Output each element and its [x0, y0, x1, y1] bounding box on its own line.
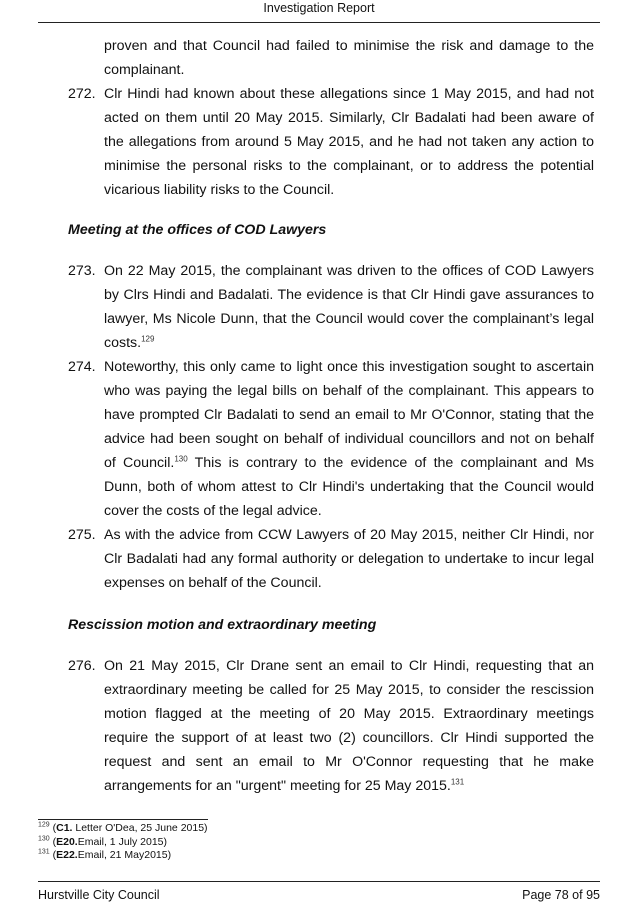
footnote-text: Email, 21 May2015): [77, 849, 172, 861]
paragraph-276: [68, 654, 594, 798]
footnote-number: 129: [38, 821, 50, 829]
paragraph-text: Noteworthy, this only came to light once this investigation sought to ascertain who was paying the legal bills on behalf of the complainant. This appears to have prompted Clr Badalati to send an email to Mr O'Connor, stating that the advice had been sought on behalf of individual councillors and not on behalf of Council.: [104, 359, 594, 471]
page-number: Page 78 of 95: [522, 888, 600, 902]
footnotes: [38, 822, 438, 863]
header-title: Investigation Report: [263, 1, 375, 15]
paragraph-number: 276.: [68, 658, 96, 674]
body-block-3: [68, 654, 594, 798]
paragraph-text: As with the advice from CCW Lawyers of 20 May 2015, neither Clr Hindi, nor Clr Badalati had any formal authority or delegation to undertake to incur legal expenses on behalf of the Council.: [104, 527, 594, 591]
footnote-item: $^{131}$ (E22.Email, 21 May2015): [38, 848, 172, 861]
paragraph-number: 272.: [68, 86, 96, 102]
paragraph-275: [68, 523, 594, 595]
paragraph-274: [68, 355, 594, 523]
footer-organisation: Hurstville City Council: [38, 888, 160, 902]
paragraph-273: [68, 259, 594, 355]
footer-divider: [38, 881, 600, 882]
footnote-text: Email, 1 July 2015): [77, 835, 168, 848]
paragraph-number: 273.: [68, 263, 96, 279]
paragraph-text: On 22 May 2015, the complainant was driven to the offices of COD Lawyers by Clrs Hindi and Badalati. The evidence is that Clr Hindi gave assurances to lawyer, Ms Nicole Dunn, that the Council would cover the complainant’s legal costs.: [104, 263, 594, 351]
footnote-item: $^{130}$ (E20.Email, 1 July 2015): [38, 835, 168, 848]
footnote-ref-id: E22.: [56, 849, 78, 861]
paragraph-272: [68, 82, 594, 202]
paragraph-text: Clr Hindi had known about these allegations since 1 May 2015, and had not acted on them until 20 May 2015. Similarly, Clr Badalati had been aware of the allegations from around 5 May 2015, and he had not taken any action to minimise the personal risks to the complainant, or to address the potential vicarious liability risks to the Council.: [104, 86, 594, 198]
footnote-ref[interactable]: 131: [450, 777, 465, 787]
page-footer: [38, 888, 600, 902]
section-heading: Rescission motion and extraordinary meeting: [68, 617, 377, 633]
section-heading-block-1: [68, 220, 594, 240]
body-block-2: [68, 259, 594, 595]
section-heading: Meeting at the offices of COD Lawyers: [68, 222, 327, 238]
footnote-item: $^{129}$ (C1. Letter O'Dea, 25 June 2015): [38, 821, 208, 834]
paragraph-number: 275.: [68, 527, 96, 543]
paragraph-text: On 21 May 2015, Clr Drane sent an email to Clr Hindi, requesting that an extraordinary meeting be called for 25 May 2015, to consider the rescission motion flagged at the meeting of 20 May 2015. Extraordinary meetings require the support of at least two (2) councillors. Clr Hindi supported the request and sent an email to Mr O'Connor requesting that he make arrangements for an "urgent" meeting for 25 May 2015.: [104, 658, 594, 794]
footnote-number: 131: [38, 848, 50, 856]
footnote-ref[interactable]: 129: [141, 334, 155, 344]
section-heading-block-2: [68, 615, 594, 635]
footnote-ref-id: C1.: [56, 822, 73, 834]
page-header: [38, 0, 600, 23]
body-block-1: [68, 34, 594, 202]
paragraph-number: 274.: [68, 359, 96, 375]
footnote-ref[interactable]: 130: [174, 454, 188, 464]
footnote-number: 130: [38, 835, 50, 842]
footnote-divider: [38, 819, 208, 820]
footnote-ref-id: E20.: [56, 835, 78, 848]
continuation-text: proven and that Council had failed to minimise the risk and damage to the complainant.: [104, 38, 594, 78]
footnote-text: Letter O'Dea, 25 June 2015): [72, 822, 208, 834]
paragraph-text-continued: This is contrary to the evidence of the complainant and Ms Dunn, both of whom attest to Clr Hindi's undertaking that the Council would cover the costs of the legal advice.: [104, 455, 595, 519]
